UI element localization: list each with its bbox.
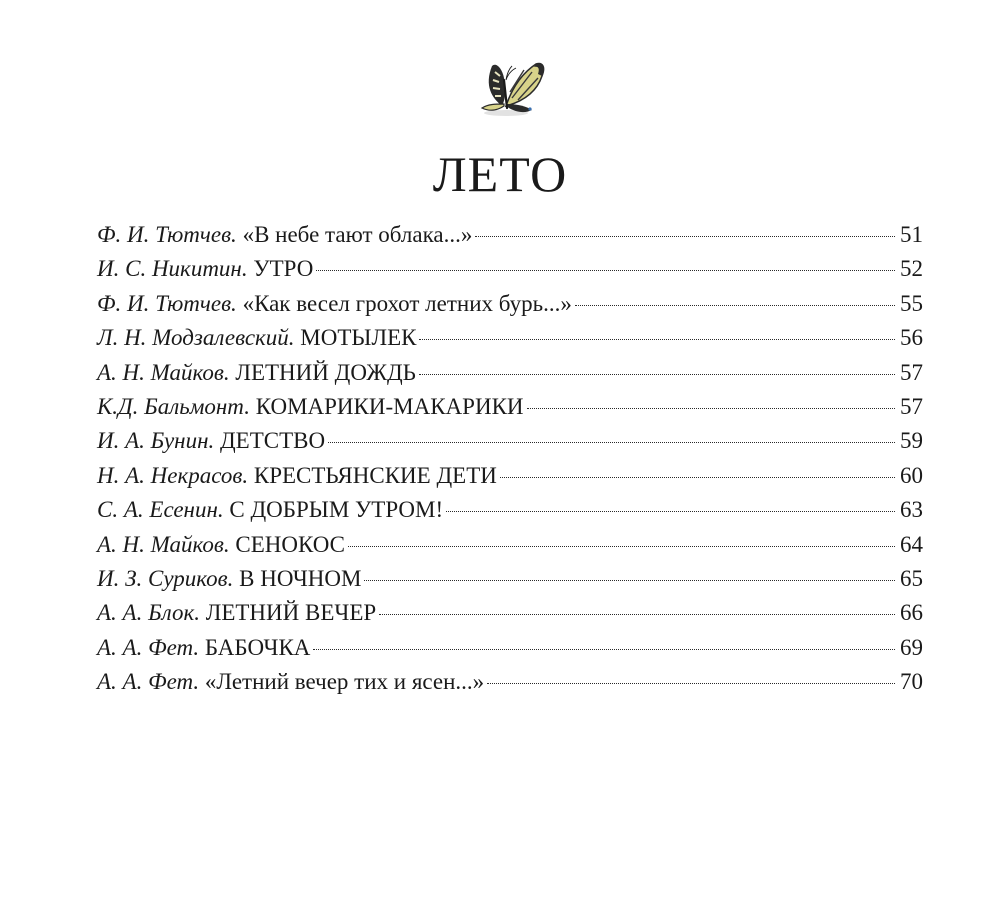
toc-entry-page-number: 70: [900, 669, 923, 695]
toc-entry: [97, 562, 923, 596]
toc-entry-page-number: 69: [900, 634, 923, 660]
toc-entry-author: И. А. Бунин.: [97, 428, 215, 454]
butterfly-icon: [462, 58, 554, 120]
dot-leader: [313, 649, 895, 650]
toc-entry-title: ЛЕТНИЙ ДОЖДЬ: [235, 359, 416, 385]
toc-entry: [97, 356, 923, 390]
dot-leader: [446, 511, 895, 512]
dot-leader: [316, 270, 895, 271]
toc-entry-page-number: 57: [900, 393, 923, 419]
toc-entry-title: СЕНОКОС: [235, 531, 345, 557]
toc-entry-page-number: 63: [900, 497, 923, 523]
toc-entry: [97, 390, 923, 424]
dot-leader: [364, 580, 895, 581]
toc-entry-author: А. Н. Майков.: [97, 531, 230, 557]
toc-entry-title: УТРО: [253, 256, 314, 282]
toc-entry-page-number: 59: [900, 428, 923, 454]
toc-entry-author: Ф. И. Тютчев.: [97, 290, 237, 316]
toc-entry-title: КОМАРИКИ-МАКАРИКИ: [255, 393, 524, 419]
toc-entry-page-number: 64: [900, 531, 923, 557]
toc-entry: [97, 493, 923, 527]
toc-entry-author: А. Н. Майков.: [97, 359, 230, 385]
toc-entry-title: МОТЫЛЕК: [300, 325, 417, 351]
toc-entry-author: С. А. Есенин.: [97, 497, 224, 523]
toc-entry-title: ДЕТСТВО: [219, 428, 326, 454]
dot-leader: [419, 374, 895, 375]
toc-entry-page-number: 66: [900, 600, 923, 626]
dot-leader: [419, 339, 895, 340]
toc-entry: [97, 631, 923, 665]
dot-leader: [475, 236, 895, 237]
toc-entry-page-number: 65: [900, 565, 923, 591]
toc-entry-title: «В небе тают облака...»: [242, 222, 473, 247]
toc-entry-page-number: 52: [900, 256, 923, 282]
toc-entry-page-number: 57: [900, 359, 923, 385]
toc-entry: [97, 252, 923, 286]
toc-entry-author: И. С. Никитин.: [97, 256, 248, 282]
toc-entry-page-number: 56: [900, 325, 923, 351]
toc-entry: [97, 424, 923, 458]
table-of-contents: [97, 218, 923, 699]
toc-entry-title: КРЕСТЬЯНСКИЕ ДЕТИ: [253, 462, 497, 488]
toc-entry: [97, 321, 923, 355]
toc-entry-author: Ф. И. Тютчев.: [97, 222, 237, 247]
dot-leader: [379, 614, 895, 615]
toc-entry-page-number: 60: [900, 462, 923, 488]
toc-entry: [97, 459, 923, 493]
toc-entry-title: «Как весел грохот летних бурь...»: [242, 290, 572, 316]
toc-entry-page-number: 51: [900, 222, 923, 247]
toc-entry: [97, 218, 923, 252]
toc-entry: [97, 287, 923, 321]
toc-entry-author: А. А. Блок.: [97, 600, 200, 626]
toc-entry-author: А. А. Фет.: [97, 669, 200, 695]
toc-entry-author: А. А. Фет.: [97, 634, 200, 660]
dot-leader: [527, 408, 895, 409]
dot-leader: [328, 442, 895, 443]
toc-entry-author: К.Д. Бальмонт.: [97, 393, 250, 419]
dot-leader: [348, 546, 895, 547]
section-title: ЛЕТО: [432, 146, 568, 202]
toc-entry-title: В НОЧНОМ: [239, 565, 362, 591]
toc-entry-author: И. З. Суриков.: [97, 565, 234, 591]
toc-entry: [97, 528, 923, 562]
toc-entry-author: Л. Н. Модзалевский.: [97, 325, 295, 351]
toc-entry: [97, 665, 923, 699]
toc-entry-author: Н. А. Некрасов.: [97, 462, 249, 488]
toc-entry: [97, 596, 923, 630]
dot-leader: [500, 477, 895, 478]
toc-entry-title: С ДОБРЫМ УТРОМ!: [229, 497, 444, 523]
dot-leader: [487, 683, 895, 684]
dot-leader: [575, 305, 895, 306]
toc-entry-page-number: 55: [900, 290, 923, 316]
toc-entry-title: «Летний вечер тих и ясен...»: [204, 669, 485, 695]
toc-entry-title: ЛЕТНИЙ ВЕЧЕР: [205, 600, 377, 626]
toc-entry-title: БАБОЧКА: [204, 634, 311, 660]
